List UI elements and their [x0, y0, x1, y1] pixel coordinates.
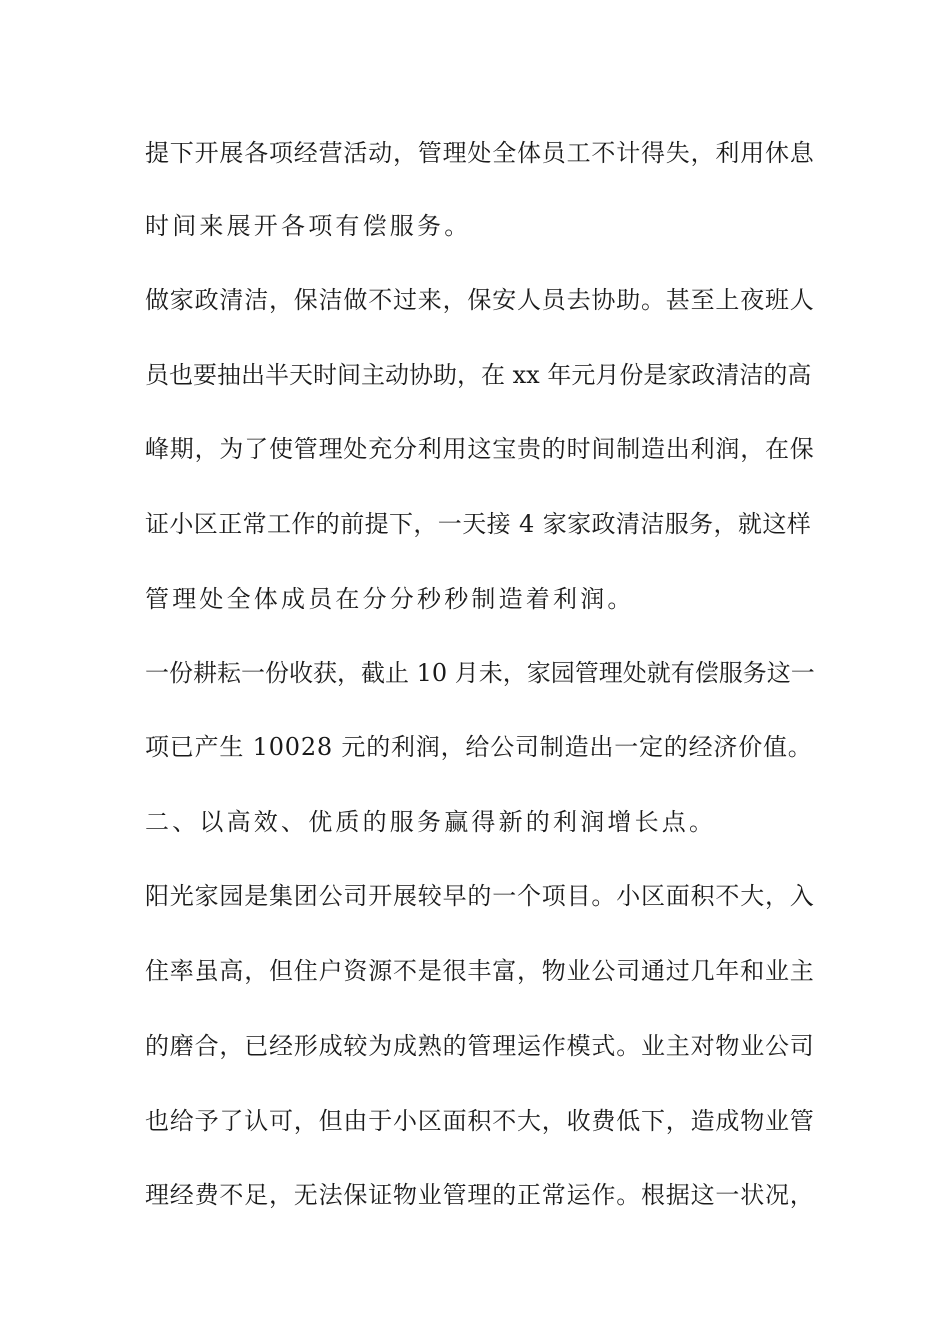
text-line: 做家政清洁，保洁做不过来，保安人员去协助。甚至上夜班人 [145, 286, 815, 314]
text-line: 峰期，为了使管理处充分利用这宝贵的时间制造出利润，在保 [145, 435, 815, 463]
text-line: 也给予了认可，但由于小区面积不大，收费低下，造成物业管 [145, 1107, 815, 1135]
text-line: 员也要抽出半天时间主动协助，在 xx 年元月份是家政清洁的高 [145, 361, 812, 389]
text-line: 管理处全体成员在分分秒秒制造着利润。 [145, 585, 635, 613]
text-line: 阳光家园是集团公司开展较早的一个项目。小区面积不大，入 [145, 882, 815, 910]
text-line: 证小区正常工作的前提下，一天接 4 家家政清洁服务，就这样 [145, 510, 812, 538]
text-line: 的磨合，已经形成较为成熟的管理运作模式。业主对物业公司 [145, 1032, 815, 1060]
text-line: 时间来展开各项有偿服务。 [145, 212, 472, 240]
section-heading: 二、以高效、优质的服务赢得新的利润增长点。 [145, 808, 717, 836]
text-line: 一份耕耘一份收获，截止 10 月未，家园管理处就有偿服务这一 [145, 659, 815, 687]
text-line: 项已产生 10028 元的利润，给公司制造出一定的经济价值。 [145, 733, 813, 761]
text-line: 住率虽高，但住户资源不是很丰富，物业公司通过几年和业主 [145, 957, 815, 985]
text-line: 理经费不足，无法保证物业管理的正常运作。根据这一状况， [145, 1181, 815, 1209]
text-line: 提下开展各项经营活动，管理处全体员工不计得失，利用休息 [145, 139, 815, 167]
